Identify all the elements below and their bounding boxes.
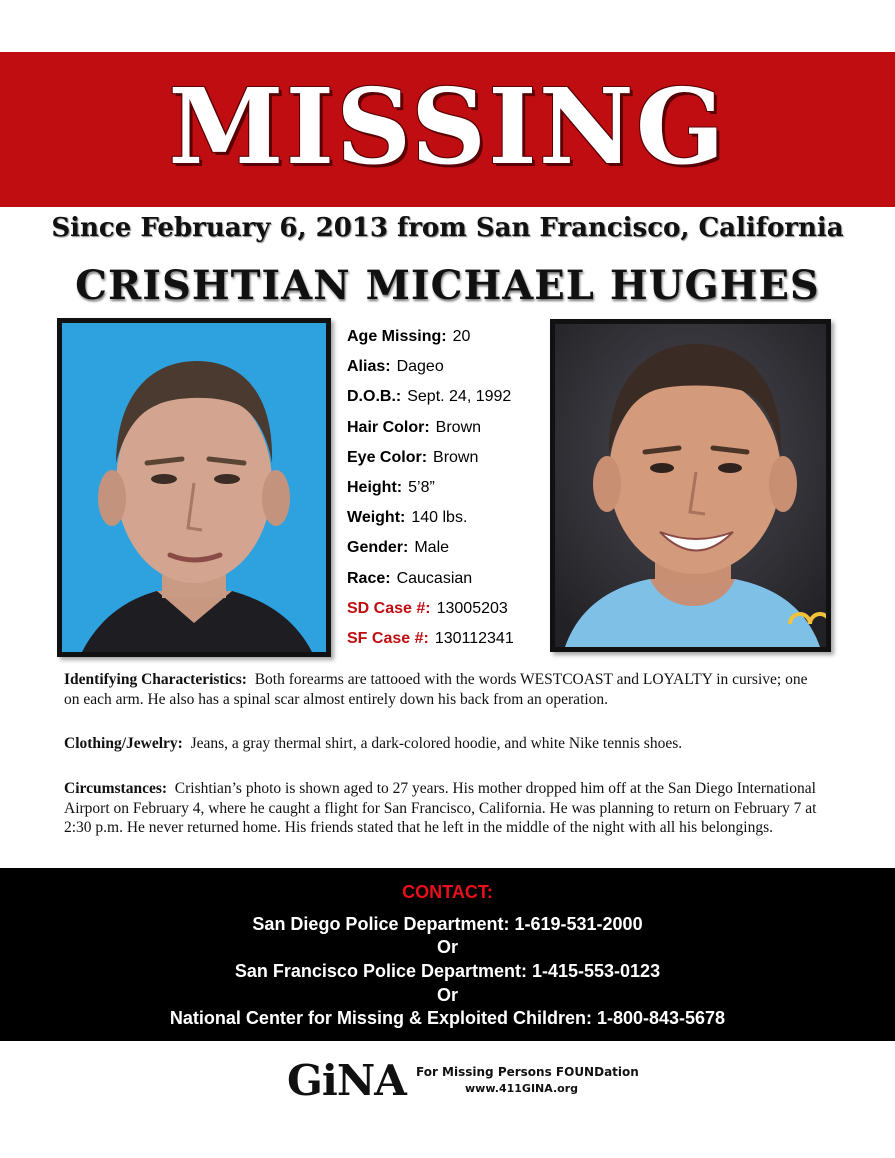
contact-or: Or (436, 985, 458, 1005)
gina-tagline: For Missing Persons FOUNDation (416, 1065, 639, 1079)
clothing-label: Clothing/Jewelry: (64, 735, 183, 752)
circumstances-text: Crishtian’s photo is shown aged to 27 years. His mother dropped him off at the San Diego International Airport on February 4, where he caught a flight for San Francisco, California. He was planning to return on February 7 at 2:30 p.m. He never returned home. His friends stated that he left in the middle of the night with all his belongings. (64, 780, 817, 836)
missing-person-name: CRISHTIAN MICHAEL HUGHES (75, 262, 820, 309)
circumstances-label: Circumstances: (64, 780, 168, 797)
fact-value: 140 lbs. (411, 509, 468, 527)
photo-age-progressed (550, 319, 831, 652)
clothing-text: Jeans, a gray thermal shirt, a dark-colored hoodie, and white Nike tennis shoes. (190, 735, 683, 752)
contact-sdpd: San Diego Police Department: 1-619-531-2000 (252, 914, 643, 934)
fact-label: Gender: (347, 539, 409, 557)
contact-or: Or (436, 937, 458, 957)
fact-value: Sept. 24, 1992 (407, 388, 512, 406)
fact-label: Eye Color: (347, 448, 428, 466)
fact-label: Height: (347, 478, 403, 496)
contact-ncmec: National Center for Missing & Exploited Children: 1-800-843-5678 (169, 1008, 726, 1028)
fact-value: Brown (433, 448, 479, 466)
fact-label: D.O.B.: (347, 388, 402, 406)
fact-hair-color (347, 413, 547, 443)
identifying-label: Identifying Characteristics: (64, 671, 247, 688)
fact-alias (347, 352, 547, 382)
fact-gender (347, 533, 547, 563)
fact-race (347, 564, 547, 594)
age-progressed-illustration (555, 324, 826, 647)
headline: MISSING (168, 65, 727, 188)
fact-label: SF Case #: (347, 629, 429, 647)
photo-portrait (57, 318, 331, 657)
fact-eye-color (347, 443, 547, 473)
fact-sd-case (347, 594, 547, 624)
fact-label: Weight: (347, 509, 406, 527)
fact-sf-case (347, 624, 547, 654)
fact-height (347, 473, 547, 503)
clothing-jewelry (64, 734, 824, 754)
fact-age-missing (347, 322, 547, 352)
circumstances (64, 779, 824, 838)
contact-title: CONTACT: (402, 882, 493, 902)
missing-since-line: Since February 6, 2013 from San Francisco, California (51, 213, 844, 243)
fact-value: 13005203 (436, 599, 508, 617)
identifying-text: Both forearms are tattooed with the words WESTCOAST and LOYALTY in cursive; one on each arm. He also has a spinal scar almost entirely down his back from an operation. (64, 671, 808, 708)
contact-section (0, 868, 895, 1041)
fact-value: Dageo (396, 358, 444, 376)
fact-dob (347, 382, 547, 412)
fact-label: SD Case #: (347, 599, 431, 617)
fact-value: 20 (452, 328, 471, 345)
fact-value: 5’8” (408, 478, 435, 496)
fact-weight (347, 503, 547, 533)
facts-list (347, 322, 547, 654)
portrait-illustration (62, 323, 326, 652)
fact-value: 130112341 (434, 629, 514, 647)
fact-label: Hair Color: (347, 418, 430, 436)
contact-sfpd: San Francisco Police Department: 1-415-553-0123 (234, 961, 661, 981)
fact-value: Caucasian (396, 569, 473, 587)
fact-value: Male (414, 539, 450, 557)
gina-logo: GiNA (287, 1056, 406, 1105)
fact-label: Age Missing: (347, 328, 447, 345)
gina-url: www.411GINA.org (465, 1082, 579, 1095)
fact-label: Race: (347, 569, 391, 587)
identifying-characteristics (64, 670, 824, 709)
fact-value: Brown (435, 418, 482, 436)
footer (0, 1050, 895, 1110)
fact-label: Alias: (347, 358, 391, 376)
